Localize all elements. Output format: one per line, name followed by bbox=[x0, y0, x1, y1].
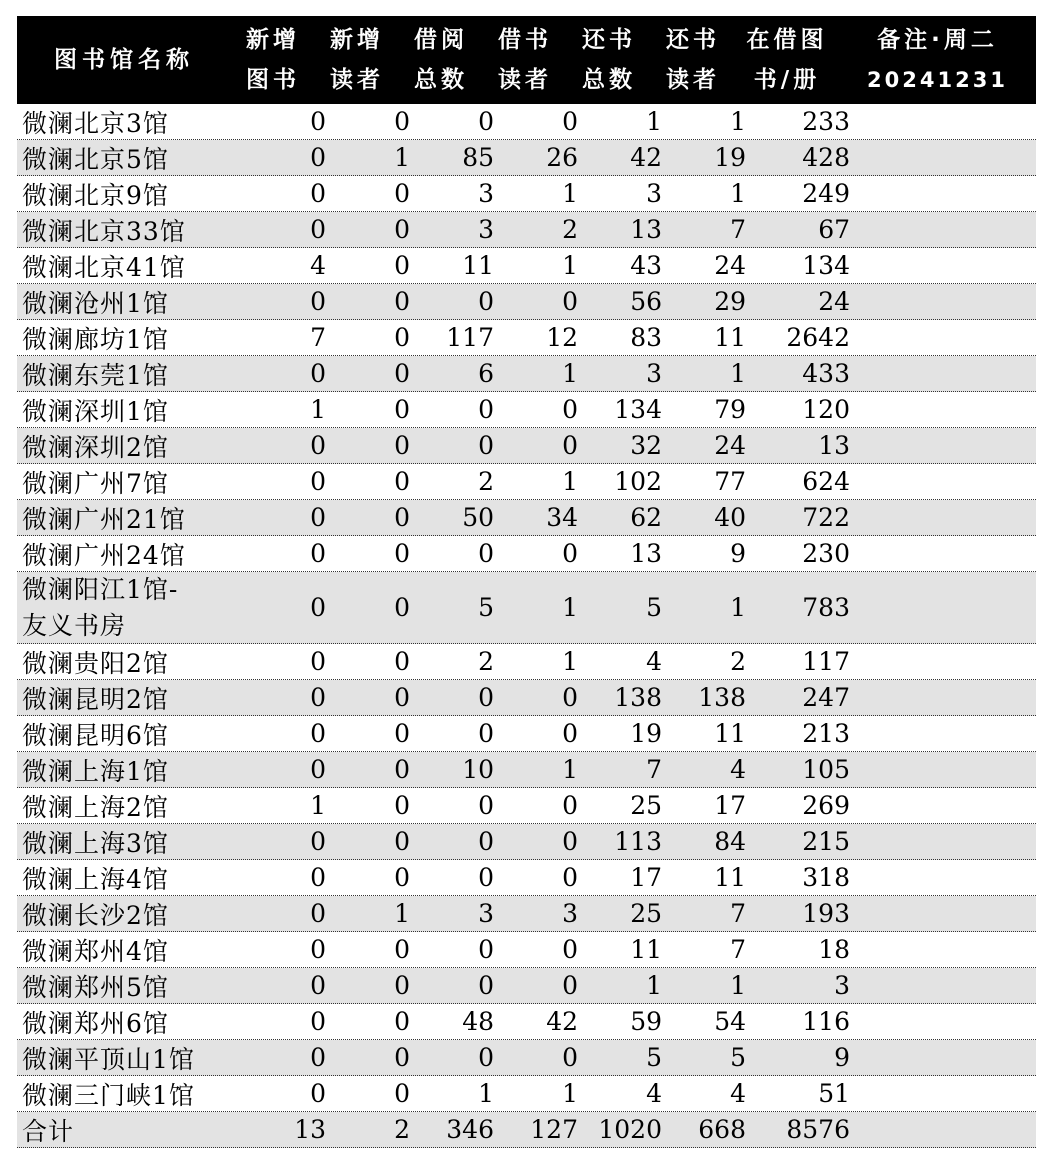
new-books-cell: 0 bbox=[310, 143, 326, 172]
library-name-cell: 微澜三门峡1馆 bbox=[22, 1080, 195, 1110]
borrow-readers-cell: 0 bbox=[562, 971, 578, 1000]
on-loan-cell: 428 bbox=[802, 143, 850, 172]
return-readers-cell: 7 bbox=[730, 935, 746, 964]
table-row bbox=[17, 680, 1036, 716]
borrow-total-cell: 5 bbox=[478, 593, 494, 622]
return-readers-cell: 4 bbox=[730, 755, 746, 784]
new-readers-cell: 0 bbox=[394, 539, 410, 568]
new-books-cell: 0 bbox=[310, 899, 326, 928]
table-row bbox=[17, 104, 1036, 140]
table-row bbox=[17, 896, 1036, 932]
table-row bbox=[17, 1040, 1036, 1076]
on-loan-cell: 269 bbox=[802, 791, 850, 820]
on-loan-cell: 247 bbox=[802, 683, 850, 712]
table-row bbox=[17, 284, 1036, 320]
return-total-cell: 25 bbox=[630, 899, 662, 928]
library-name-cell: 微澜郑州5馆 bbox=[22, 972, 169, 1002]
on-loan-cell: 624 bbox=[802, 467, 850, 496]
return-total-cell: 32 bbox=[630, 431, 662, 460]
return-total-cell: 5 bbox=[646, 1043, 662, 1072]
library-name-cell: 微澜平顶山1馆 bbox=[22, 1044, 195, 1074]
return-readers-cell: 11 bbox=[714, 719, 746, 748]
return-total-cell: 3 bbox=[646, 359, 662, 388]
on-loan-cell: 67 bbox=[818, 215, 850, 244]
library-name-cell: 微澜东莞1馆 bbox=[22, 360, 169, 390]
borrow-readers-cell: 0 bbox=[562, 395, 578, 424]
new-readers-cell: 0 bbox=[394, 359, 410, 388]
return-readers-cell: 17 bbox=[714, 791, 746, 820]
return-total-cell: 83 bbox=[630, 323, 662, 352]
library-name-cell: 微澜北京41馆 bbox=[22, 252, 186, 282]
table-row bbox=[17, 716, 1036, 752]
library-name-line1: 微澜阳江1馆- bbox=[22, 574, 179, 604]
return-readers-cell: 1 bbox=[730, 971, 746, 1000]
new-readers-cell: 0 bbox=[394, 323, 410, 352]
table-row bbox=[17, 932, 1036, 968]
new-readers-cell: 0 bbox=[394, 935, 410, 964]
new-readers-cell: 0 bbox=[394, 107, 410, 136]
borrow-readers-cell: 1 bbox=[562, 1079, 578, 1108]
return-total-cell: 13 bbox=[630, 215, 662, 244]
return-total-cell: 1 bbox=[646, 971, 662, 1000]
library-name-cell: 微澜广州7馆 bbox=[22, 468, 169, 498]
borrow-readers-cell: 1 bbox=[562, 467, 578, 496]
on-loan-cell: 8576 bbox=[786, 1115, 850, 1144]
new-books-cell: 0 bbox=[310, 935, 326, 964]
return-total-cell: 102 bbox=[614, 467, 662, 496]
total-row bbox=[17, 1112, 1036, 1148]
table-row bbox=[17, 1076, 1036, 1112]
table-row bbox=[17, 824, 1036, 860]
borrow-readers-cell: 0 bbox=[562, 539, 578, 568]
new-readers-cell: 0 bbox=[394, 593, 410, 622]
table-row bbox=[17, 500, 1036, 536]
on-loan-cell: 722 bbox=[802, 503, 850, 532]
on-loan-cell: 230 bbox=[802, 539, 850, 568]
return-readers-cell: 77 bbox=[714, 467, 746, 496]
on-loan-cell: 117 bbox=[802, 647, 850, 676]
library-name-cell: 微澜郑州6馆 bbox=[22, 1008, 169, 1038]
on-loan-cell: 116 bbox=[802, 1007, 850, 1036]
new-books-cell: 0 bbox=[310, 683, 326, 712]
return-total-cell: 43 bbox=[630, 251, 662, 280]
borrow-total-cell: 0 bbox=[478, 107, 494, 136]
library-name-cell bbox=[22, 572, 178, 643]
on-loan-cell: 318 bbox=[802, 863, 850, 892]
borrow-total-cell: 2 bbox=[478, 647, 494, 676]
borrow-total-cell: 0 bbox=[478, 395, 494, 424]
new-books-cell: 0 bbox=[310, 359, 326, 388]
return-readers-cell: 5 bbox=[730, 1043, 746, 1072]
library-name-cell: 微澜深圳1馆 bbox=[22, 396, 169, 426]
new-books-cell: 0 bbox=[310, 971, 326, 1000]
borrow-total-cell: 0 bbox=[478, 1043, 494, 1072]
new-books-cell: 13 bbox=[294, 1115, 326, 1144]
borrow-readers-cell: 1 bbox=[562, 593, 578, 622]
return-total-cell: 56 bbox=[630, 287, 662, 316]
new-books-cell: 0 bbox=[310, 1043, 326, 1072]
header-return-readers: 还书 读者 bbox=[666, 27, 720, 93]
on-loan-cell: 213 bbox=[802, 719, 850, 748]
return-readers-cell: 24 bbox=[714, 431, 746, 460]
header-borrow-readers: 借书 读者 bbox=[498, 27, 552, 93]
table-row bbox=[17, 860, 1036, 896]
borrow-readers-cell: 127 bbox=[530, 1115, 578, 1144]
borrow-readers-cell: 1 bbox=[562, 359, 578, 388]
return-readers-cell: 40 bbox=[714, 503, 746, 532]
borrow-readers-cell: 34 bbox=[546, 503, 578, 532]
library-name-cell: 微澜广州24馆 bbox=[22, 540, 186, 570]
new-books-cell: 0 bbox=[310, 503, 326, 532]
borrow-total-cell: 11 bbox=[462, 251, 494, 280]
library-name-cell: 微澜昆明6馆 bbox=[22, 720, 169, 750]
new-books-cell: 1 bbox=[310, 395, 326, 424]
return-readers-cell: 668 bbox=[698, 1115, 746, 1144]
on-loan-cell: 2642 bbox=[786, 323, 850, 352]
new-readers-cell: 0 bbox=[394, 791, 410, 820]
header-return-total: 还书 总数 bbox=[582, 27, 636, 93]
return-total-cell: 59 bbox=[630, 1007, 662, 1036]
new-books-cell: 0 bbox=[310, 593, 326, 622]
new-books-cell: 0 bbox=[310, 107, 326, 136]
borrow-total-cell: 0 bbox=[478, 863, 494, 892]
borrow-readers-cell: 0 bbox=[562, 431, 578, 460]
return-readers-cell: 19 bbox=[714, 143, 746, 172]
return-total-cell: 134 bbox=[614, 395, 662, 424]
table-row bbox=[17, 212, 1036, 248]
borrow-readers-cell: 1 bbox=[562, 251, 578, 280]
on-loan-cell: 3 bbox=[834, 971, 850, 1000]
return-readers-cell: 7 bbox=[730, 215, 746, 244]
table-row bbox=[17, 248, 1036, 284]
on-loan-cell: 249 bbox=[802, 179, 850, 208]
on-loan-cell: 9 bbox=[834, 1043, 850, 1072]
borrow-readers-cell: 0 bbox=[562, 107, 578, 136]
new-readers-cell: 0 bbox=[394, 1007, 410, 1036]
new-readers-cell: 0 bbox=[394, 719, 410, 748]
new-readers-cell: 0 bbox=[394, 395, 410, 424]
borrow-total-cell: 1 bbox=[478, 1079, 494, 1108]
on-loan-cell: 120 bbox=[802, 395, 850, 424]
borrow-total-cell: 117 bbox=[446, 323, 494, 352]
library-name-cell: 微澜北京5馆 bbox=[22, 144, 169, 174]
new-readers-cell: 0 bbox=[394, 287, 410, 316]
borrow-total-cell: 85 bbox=[462, 143, 494, 172]
new-books-cell: 0 bbox=[310, 647, 326, 676]
borrow-readers-cell: 0 bbox=[562, 1043, 578, 1072]
table-row bbox=[17, 752, 1036, 788]
header-on-loan: 在借图 书/册 bbox=[746, 27, 828, 93]
table-row bbox=[17, 320, 1036, 356]
new-readers-cell: 0 bbox=[394, 827, 410, 856]
library-name-cell: 微澜上海2馆 bbox=[22, 792, 169, 822]
return-readers-cell: 24 bbox=[714, 251, 746, 280]
return-total-cell: 3 bbox=[646, 179, 662, 208]
new-readers-cell: 0 bbox=[394, 647, 410, 676]
library-name-cell: 微澜廊坊1馆 bbox=[22, 324, 169, 354]
library-name-cell: 微澜北京3馆 bbox=[22, 108, 169, 138]
return-total-cell: 19 bbox=[630, 719, 662, 748]
new-readers-cell: 2 bbox=[394, 1115, 410, 1144]
library-name-cell: 微澜沧州1馆 bbox=[22, 288, 169, 318]
new-books-cell: 0 bbox=[310, 863, 326, 892]
return-total-cell: 4 bbox=[646, 647, 662, 676]
table-row bbox=[17, 536, 1036, 572]
return-readers-cell: 84 bbox=[714, 827, 746, 856]
borrow-total-cell: 3 bbox=[478, 899, 494, 928]
new-books-cell: 0 bbox=[310, 827, 326, 856]
borrow-readers-cell: 0 bbox=[562, 683, 578, 712]
borrow-total-cell: 0 bbox=[478, 287, 494, 316]
new-readers-cell: 1 bbox=[394, 143, 410, 172]
borrow-readers-cell: 1 bbox=[562, 647, 578, 676]
new-readers-cell: 0 bbox=[394, 1043, 410, 1072]
on-loan-cell: 105 bbox=[802, 755, 850, 784]
return-total-cell: 11 bbox=[630, 935, 662, 964]
return-readers-cell: 7 bbox=[730, 899, 746, 928]
new-books-cell: 1 bbox=[310, 791, 326, 820]
table-row bbox=[17, 1004, 1036, 1040]
new-books-cell: 0 bbox=[310, 431, 326, 460]
return-readers-cell: 1 bbox=[730, 179, 746, 208]
return-readers-cell: 1 bbox=[730, 359, 746, 388]
new-books-cell: 0 bbox=[310, 1079, 326, 1108]
return-readers-cell: 1 bbox=[730, 593, 746, 622]
borrow-readers-cell: 1 bbox=[562, 755, 578, 784]
borrow-readers-cell: 42 bbox=[546, 1007, 578, 1036]
new-books-cell: 0 bbox=[310, 179, 326, 208]
return-total-cell: 5 bbox=[646, 593, 662, 622]
new-readers-cell: 1 bbox=[394, 899, 410, 928]
borrow-readers-cell: 0 bbox=[562, 791, 578, 820]
on-loan-cell: 24 bbox=[818, 287, 850, 316]
borrow-total-cell: 50 bbox=[462, 503, 494, 532]
new-readers-cell: 0 bbox=[394, 215, 410, 244]
library-name-cell: 微澜广州21馆 bbox=[22, 504, 186, 534]
new-readers-cell: 0 bbox=[394, 863, 410, 892]
borrow-total-cell: 0 bbox=[478, 431, 494, 460]
table-row bbox=[17, 392, 1036, 428]
return-readers-cell: 138 bbox=[698, 683, 746, 712]
table-row bbox=[17, 176, 1036, 212]
return-readers-cell: 11 bbox=[714, 323, 746, 352]
new-readers-cell: 0 bbox=[394, 179, 410, 208]
borrow-total-cell: 48 bbox=[462, 1007, 494, 1036]
table-row bbox=[17, 572, 1036, 644]
table-row bbox=[17, 428, 1036, 464]
borrow-total-cell: 0 bbox=[478, 827, 494, 856]
table-row bbox=[17, 464, 1036, 500]
on-loan-cell: 18 bbox=[818, 935, 850, 964]
return-total-cell: 25 bbox=[630, 791, 662, 820]
borrow-total-cell: 346 bbox=[446, 1115, 494, 1144]
borrow-readers-cell: 1 bbox=[562, 179, 578, 208]
borrow-readers-cell: 0 bbox=[562, 719, 578, 748]
new-books-cell: 0 bbox=[310, 719, 326, 748]
borrow-total-cell: 0 bbox=[478, 683, 494, 712]
return-total-cell: 1 bbox=[646, 107, 662, 136]
return-total-cell: 13 bbox=[630, 539, 662, 568]
return-readers-cell: 9 bbox=[730, 539, 746, 568]
table-header bbox=[17, 16, 1036, 104]
new-books-cell: 0 bbox=[310, 467, 326, 496]
borrow-total-cell: 0 bbox=[478, 719, 494, 748]
return-readers-cell: 79 bbox=[714, 395, 746, 424]
on-loan-cell: 233 bbox=[802, 107, 850, 136]
new-books-cell: 4 bbox=[310, 251, 326, 280]
library-name-cell: 微澜贵阳2馆 bbox=[22, 648, 169, 678]
return-total-cell: 62 bbox=[630, 503, 662, 532]
new-books-cell: 0 bbox=[310, 215, 326, 244]
header-library-name: 图书馆名称 bbox=[54, 47, 194, 73]
library-name-cell: 微澜上海3馆 bbox=[22, 828, 169, 858]
borrow-readers-cell: 3 bbox=[562, 899, 578, 928]
return-readers-cell: 1 bbox=[730, 107, 746, 136]
library-name-cell: 合计 bbox=[22, 1116, 75, 1146]
borrow-total-cell: 2 bbox=[478, 467, 494, 496]
borrow-readers-cell: 0 bbox=[562, 935, 578, 964]
new-readers-cell: 0 bbox=[394, 467, 410, 496]
return-readers-cell: 29 bbox=[714, 287, 746, 316]
library-name-cell: 微澜上海1馆 bbox=[22, 756, 169, 786]
new-books-cell: 7 bbox=[310, 323, 326, 352]
return-readers-cell: 11 bbox=[714, 863, 746, 892]
borrow-readers-cell: 2 bbox=[562, 215, 578, 244]
on-loan-cell: 134 bbox=[802, 251, 850, 280]
on-loan-cell: 193 bbox=[802, 899, 850, 928]
new-readers-cell: 0 bbox=[394, 503, 410, 532]
on-loan-cell: 215 bbox=[802, 827, 850, 856]
return-readers-cell: 4 bbox=[730, 1079, 746, 1108]
borrow-total-cell: 0 bbox=[478, 971, 494, 1000]
return-total-cell: 4 bbox=[646, 1079, 662, 1108]
new-readers-cell: 0 bbox=[394, 431, 410, 460]
library-name-cell: 微澜郑州4馆 bbox=[22, 936, 169, 966]
borrow-readers-cell: 0 bbox=[562, 863, 578, 892]
on-loan-cell: 783 bbox=[802, 593, 850, 622]
new-books-cell: 0 bbox=[310, 539, 326, 568]
borrow-total-cell: 10 bbox=[462, 755, 494, 784]
borrow-total-cell: 0 bbox=[478, 791, 494, 820]
new-books-cell: 0 bbox=[310, 755, 326, 784]
table-row bbox=[17, 644, 1036, 680]
library-name-cell: 微澜长沙2馆 bbox=[22, 900, 169, 930]
return-total-cell: 1020 bbox=[598, 1115, 662, 1144]
return-total-cell: 113 bbox=[614, 827, 662, 856]
borrow-total-cell: 6 bbox=[478, 359, 494, 388]
header-note: 备注·周二 20241231 bbox=[867, 27, 1008, 92]
table-row bbox=[17, 140, 1036, 176]
new-readers-cell: 0 bbox=[394, 755, 410, 784]
borrow-readers-cell: 26 bbox=[546, 143, 578, 172]
borrow-readers-cell: 12 bbox=[546, 323, 578, 352]
new-readers-cell: 0 bbox=[394, 251, 410, 280]
return-total-cell: 17 bbox=[630, 863, 662, 892]
table-body bbox=[17, 104, 1036, 1148]
library-name-cell: 微澜深圳2馆 bbox=[22, 432, 169, 462]
on-loan-cell: 13 bbox=[818, 431, 850, 460]
new-books-cell: 0 bbox=[310, 287, 326, 316]
return-total-cell: 7 bbox=[646, 755, 662, 784]
header-borrow-total: 借阅 总数 bbox=[414, 27, 468, 93]
borrow-readers-cell: 0 bbox=[562, 287, 578, 316]
table-row bbox=[17, 788, 1036, 824]
table-row bbox=[17, 356, 1036, 392]
on-loan-cell: 51 bbox=[818, 1079, 850, 1108]
borrow-total-cell: 3 bbox=[478, 179, 494, 208]
header-new-books: 新增 图书 bbox=[246, 27, 300, 93]
borrow-readers-cell: 0 bbox=[562, 827, 578, 856]
library-name-cell: 微澜北京9馆 bbox=[22, 180, 169, 210]
return-readers-cell: 54 bbox=[714, 1007, 746, 1036]
new-readers-cell: 0 bbox=[394, 683, 410, 712]
header-new-readers: 新增 读者 bbox=[330, 27, 384, 93]
new-readers-cell: 0 bbox=[394, 1079, 410, 1108]
new-readers-cell: 0 bbox=[394, 971, 410, 1000]
borrow-total-cell: 3 bbox=[478, 215, 494, 244]
return-readers-cell: 2 bbox=[730, 647, 746, 676]
library-name-cell: 微澜上海4馆 bbox=[22, 864, 169, 894]
return-total-cell: 138 bbox=[614, 683, 662, 712]
new-books-cell: 0 bbox=[310, 1007, 326, 1036]
table-row bbox=[17, 968, 1036, 1004]
library-stats-sheet bbox=[17, 16, 1036, 1148]
on-loan-cell: 433 bbox=[802, 359, 850, 388]
library-name-cell: 微澜北京33馆 bbox=[22, 216, 186, 246]
library-name-line2: 友义书房 bbox=[22, 610, 127, 640]
return-total-cell: 42 bbox=[630, 143, 662, 172]
borrow-total-cell: 0 bbox=[478, 935, 494, 964]
borrow-total-cell: 0 bbox=[478, 539, 494, 568]
library-name-cell: 微澜昆明2馆 bbox=[22, 684, 169, 714]
